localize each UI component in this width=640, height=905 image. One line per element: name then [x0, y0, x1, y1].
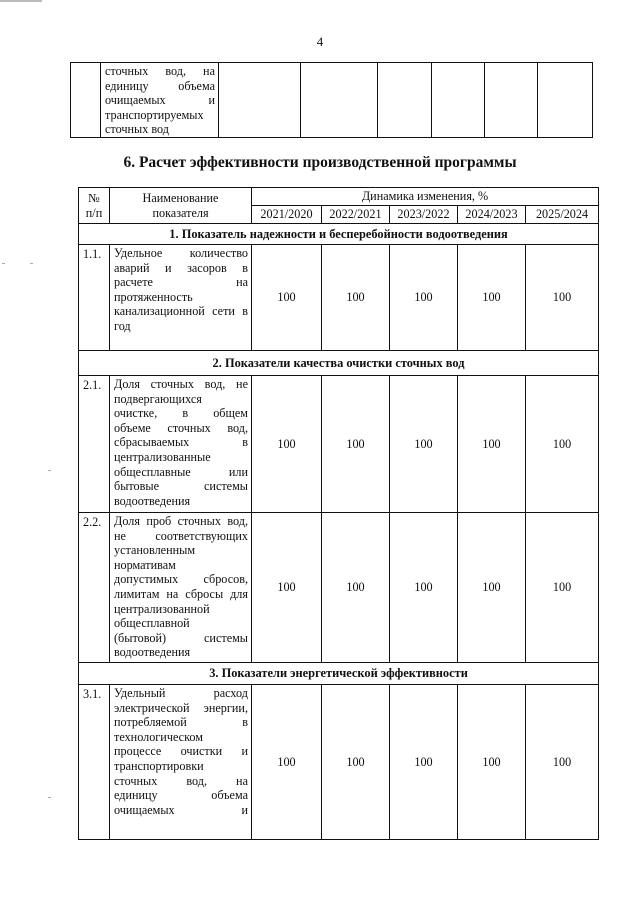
value-cell: 100 — [390, 376, 458, 513]
indicator-line: потребляемой в — [114, 715, 248, 730]
indicator-line: канализационной сети в — [114, 304, 248, 319]
continuation-line: транспортируемых — [105, 107, 204, 122]
continuation-empty-cell — [485, 63, 538, 138]
scan-margin-mark — [48, 797, 51, 798]
value-cell: 100 — [458, 245, 526, 351]
indicator-name — [110, 685, 252, 840]
indicator-line: сбрасываемых в — [114, 435, 248, 450]
scan-edge-mark — [0, 0, 42, 2]
indicator-line: протяженность — [114, 289, 193, 304]
indicator-line: Доля проб сточных вод, — [114, 514, 248, 528]
row-number: 2.1. — [79, 376, 110, 513]
continuation-name-cell — [101, 63, 219, 138]
value-cell: 100 — [458, 685, 526, 840]
value-cell: 100 — [390, 685, 458, 840]
continuation-empty-cell — [301, 63, 378, 138]
header-num-cell — [79, 188, 110, 224]
section-heading: 2. Показатели качества очистки сточных вод — [79, 351, 599, 376]
indicator-line: водоотведения — [114, 645, 191, 660]
value-cell: 100 — [458, 513, 526, 663]
header-year: 2025/2024 — [526, 206, 599, 224]
value-cell: 100 — [390, 513, 458, 663]
indicator-line: Удельный расход — [114, 686, 248, 700]
value-cell: 100 — [322, 376, 390, 513]
continuation-empty-cell — [432, 63, 485, 138]
indicator-name — [110, 376, 252, 513]
indicator-line: объеме сточных вод, — [114, 420, 248, 435]
indicator-line: допустимых сбросов, — [114, 572, 248, 587]
indicator-line: не соответствующих — [114, 528, 248, 543]
indicator-line: транспортировки — [114, 758, 204, 773]
indicator-line: единицу объема — [114, 788, 248, 803]
value-cell: 100 — [322, 685, 390, 840]
continuation-line: сточных вод, на — [105, 64, 215, 78]
scan-margin-mark — [2, 263, 5, 264]
indicator-line: технологическом — [114, 729, 203, 744]
continuation-table — [70, 62, 593, 138]
indicator-name — [110, 513, 252, 663]
row-number: 2.2. — [79, 513, 110, 663]
indicator-line: централизованной — [114, 601, 210, 616]
header-num-line1: № — [88, 190, 100, 205]
value-cell: 100 — [322, 513, 390, 663]
scan-margin-mark — [48, 470, 51, 471]
value-cell: 100 — [252, 513, 322, 663]
indicator-line: подвергающихся — [114, 391, 202, 406]
value-cell: 100 — [526, 685, 599, 840]
value-cell: 100 — [252, 245, 322, 351]
value-cell: 100 — [390, 245, 458, 351]
header-year: 2023/2022 — [390, 206, 458, 224]
continuation-num-cell — [71, 63, 101, 138]
indicator-line: Доля сточных вод, не — [114, 377, 248, 391]
value-cell: 100 — [458, 376, 526, 513]
continuation-line: сточных вод — [105, 122, 169, 137]
indicator-line: нормативам — [114, 557, 176, 572]
continuation-empty-cell — [219, 63, 301, 138]
indicator-line: Удельное количество — [114, 246, 248, 260]
scan-margin-mark — [30, 263, 33, 264]
row-number: 1.1. — [79, 245, 110, 351]
indicator-line: электрической энергии, — [114, 700, 248, 715]
section-title: 6. Расчет эффективности производственной программы — [123, 154, 517, 171]
header-year: 2022/2021 — [322, 206, 390, 224]
indicator-line: аварий и засоров в — [114, 260, 248, 275]
header-dynamics: Динамика изменения, % — [252, 188, 599, 206]
value-cell: 100 — [526, 513, 599, 663]
indicator-line: процессе очистки и — [114, 744, 248, 759]
header-name-line1: Наименование — [142, 190, 219, 205]
value-cell: 100 — [526, 376, 599, 513]
indicator-line: сточных вод, на — [114, 773, 248, 788]
continuation-empty-cell — [538, 63, 593, 138]
section-heading: 3. Показатели энергетической эффективности — [79, 663, 599, 685]
page-number: 4 — [316, 34, 324, 49]
indicator-line: очищаемых и — [114, 802, 248, 817]
section-heading: 1. Показатель надежности и бесперебойности водоотведения — [79, 224, 599, 245]
indicator-name — [110, 245, 252, 351]
indicator-line: установленным — [114, 543, 196, 558]
continuation-empty-cell — [378, 63, 432, 138]
header-year: 2021/2020 — [252, 206, 322, 224]
header-num-line2: п/п — [85, 205, 103, 220]
continuation-line: очищаемых и — [105, 93, 215, 108]
value-cell: 100 — [526, 245, 599, 351]
indicator-line: очистке, в общем — [114, 406, 248, 421]
header-name-cell — [110, 188, 252, 224]
indicator-line: год — [114, 318, 131, 333]
continuation-line: единицу объема — [105, 78, 215, 93]
indicator-line: водоотведения — [114, 493, 191, 508]
indicator-line: общесплавные или — [114, 464, 248, 479]
header-name-line2: показателя — [152, 205, 209, 220]
value-cell: 100 — [252, 685, 322, 840]
header-year: 2024/2023 — [458, 206, 526, 224]
indicator-line: лимитам на сбросы для — [114, 586, 248, 601]
indicator-line: расчете на — [114, 275, 248, 290]
row-number: 3.1. — [79, 685, 110, 840]
indicator-line: централизованные — [114, 449, 211, 464]
value-cell: 100 — [252, 376, 322, 513]
value-cell: 100 — [322, 245, 390, 351]
indicator-line: бытовые системы — [114, 479, 248, 494]
indicator-line: общесплавной — [114, 616, 190, 631]
indicator-line: (бытовой) системы — [114, 630, 248, 645]
efficiency-table — [78, 187, 599, 840]
